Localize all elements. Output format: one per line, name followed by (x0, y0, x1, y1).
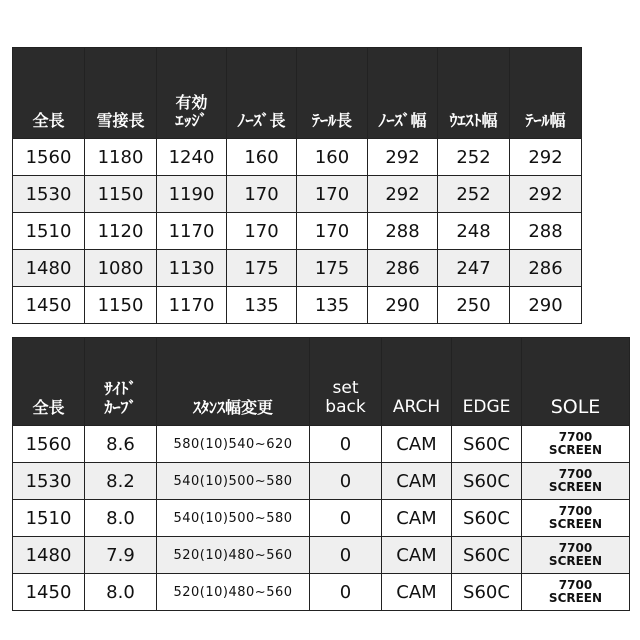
cell: 7.9 (85, 537, 157, 574)
cell: 540(10)500~580 (157, 463, 310, 500)
table-row (13, 537, 630, 574)
table-row (13, 213, 582, 250)
header-effective-edge: 有効 ｴｯｼﾞ (157, 48, 227, 139)
table-row (13, 287, 582, 324)
header-row (13, 338, 630, 426)
cell: 1080 (85, 250, 157, 287)
cell: 1530 (13, 463, 85, 500)
cell: 1530 (13, 176, 85, 213)
cell: CAM (382, 463, 452, 500)
table-row (13, 176, 582, 213)
table-row (13, 463, 630, 500)
cell: 292 (510, 176, 582, 213)
cell: 286 (368, 250, 438, 287)
cell: 0 (310, 500, 382, 537)
cell-sole: 7700 SCREEN (522, 574, 630, 611)
table-row (13, 139, 582, 176)
cell: 520(10)480~560 (157, 574, 310, 611)
cell: 160 (297, 139, 368, 176)
cell: 290 (510, 287, 582, 324)
cell: 175 (227, 250, 297, 287)
cell: 1190 (157, 176, 227, 213)
cell: 1180 (85, 139, 157, 176)
header-side-curve: ｻｲﾄﾞ ｶｰﾌﾞ (85, 338, 157, 426)
cell: 160 (227, 139, 297, 176)
cell: 0 (310, 537, 382, 574)
cell: 170 (297, 213, 368, 250)
cell: 292 (368, 139, 438, 176)
spec-table-construction (12, 337, 630, 611)
cell: 252 (438, 176, 510, 213)
cell: 1480 (13, 537, 85, 574)
cell: S60C (452, 463, 522, 500)
cell: 0 (310, 426, 382, 463)
cell: 1150 (85, 287, 157, 324)
table-row (13, 426, 630, 463)
table-row (13, 250, 582, 287)
header-tail-length: ﾃｰﾙ長 (297, 48, 368, 139)
spec-table-dimensions (12, 47, 582, 324)
cell: 1510 (13, 213, 85, 250)
cell: 1120 (85, 213, 157, 250)
cell: 540(10)500~580 (157, 500, 310, 537)
cell: 0 (310, 574, 382, 611)
cell: 135 (297, 287, 368, 324)
cell: 1170 (157, 287, 227, 324)
cell: 1560 (13, 139, 85, 176)
cell: 1510 (13, 500, 85, 537)
cell: 1130 (157, 250, 227, 287)
table-row (13, 574, 630, 611)
cell: 1450 (13, 574, 85, 611)
cell: CAM (382, 537, 452, 574)
header-total-length: 全長 (13, 48, 85, 139)
cell: CAM (382, 574, 452, 611)
cell: 1480 (13, 250, 85, 287)
cell: S60C (452, 426, 522, 463)
cell-sole: 7700 SCREEN (522, 500, 630, 537)
cell: 170 (227, 176, 297, 213)
cell: 1170 (157, 213, 227, 250)
cell: 170 (297, 176, 368, 213)
header-arch: ARCH (382, 338, 452, 426)
cell: 580(10)540~620 (157, 426, 310, 463)
header-set-back: set back (310, 338, 382, 426)
cell: 250 (438, 287, 510, 324)
cell: 0 (310, 463, 382, 500)
cell: S60C (452, 574, 522, 611)
cell: 288 (510, 213, 582, 250)
cell: CAM (382, 500, 452, 537)
cell: 252 (438, 139, 510, 176)
table-row (13, 500, 630, 537)
cell: 248 (438, 213, 510, 250)
cell: 135 (227, 287, 297, 324)
header-row (13, 48, 582, 139)
header-contact-length: 雪接長 (85, 48, 157, 139)
header-waist-width: ｳｴｽﾄ幅 (438, 48, 510, 139)
cell: 290 (368, 287, 438, 324)
cell: 8.2 (85, 463, 157, 500)
header-sole: SOLE (522, 338, 630, 426)
header-tail-width: ﾃｰﾙ幅 (510, 48, 582, 139)
cell: 288 (368, 213, 438, 250)
cell: 8.6 (85, 426, 157, 463)
cell: 175 (297, 250, 368, 287)
cell: 520(10)480~560 (157, 537, 310, 574)
cell: 1450 (13, 287, 85, 324)
cell: S60C (452, 537, 522, 574)
header-nose-length: ﾉｰｽﾞ長 (227, 48, 297, 139)
cell: 1560 (13, 426, 85, 463)
cell: 292 (368, 176, 438, 213)
header-stance-width: ｽﾀﾝｽ幅変更 (157, 338, 310, 426)
cell: CAM (382, 426, 452, 463)
cell: 1240 (157, 139, 227, 176)
cell: 1150 (85, 176, 157, 213)
cell: 170 (227, 213, 297, 250)
header-edge: EDGE (452, 338, 522, 426)
cell-sole: 7700 SCREEN (522, 426, 630, 463)
cell: 286 (510, 250, 582, 287)
cell: 8.0 (85, 500, 157, 537)
cell: 8.0 (85, 574, 157, 611)
cell-sole: 7700 SCREEN (522, 463, 630, 500)
cell: S60C (452, 500, 522, 537)
header-nose-width: ﾉｰｽﾞ幅 (368, 48, 438, 139)
cell: 247 (438, 250, 510, 287)
cell: 292 (510, 139, 582, 176)
header-total-length: 全長 (13, 338, 85, 426)
cell-sole: 7700 SCREEN (522, 537, 630, 574)
